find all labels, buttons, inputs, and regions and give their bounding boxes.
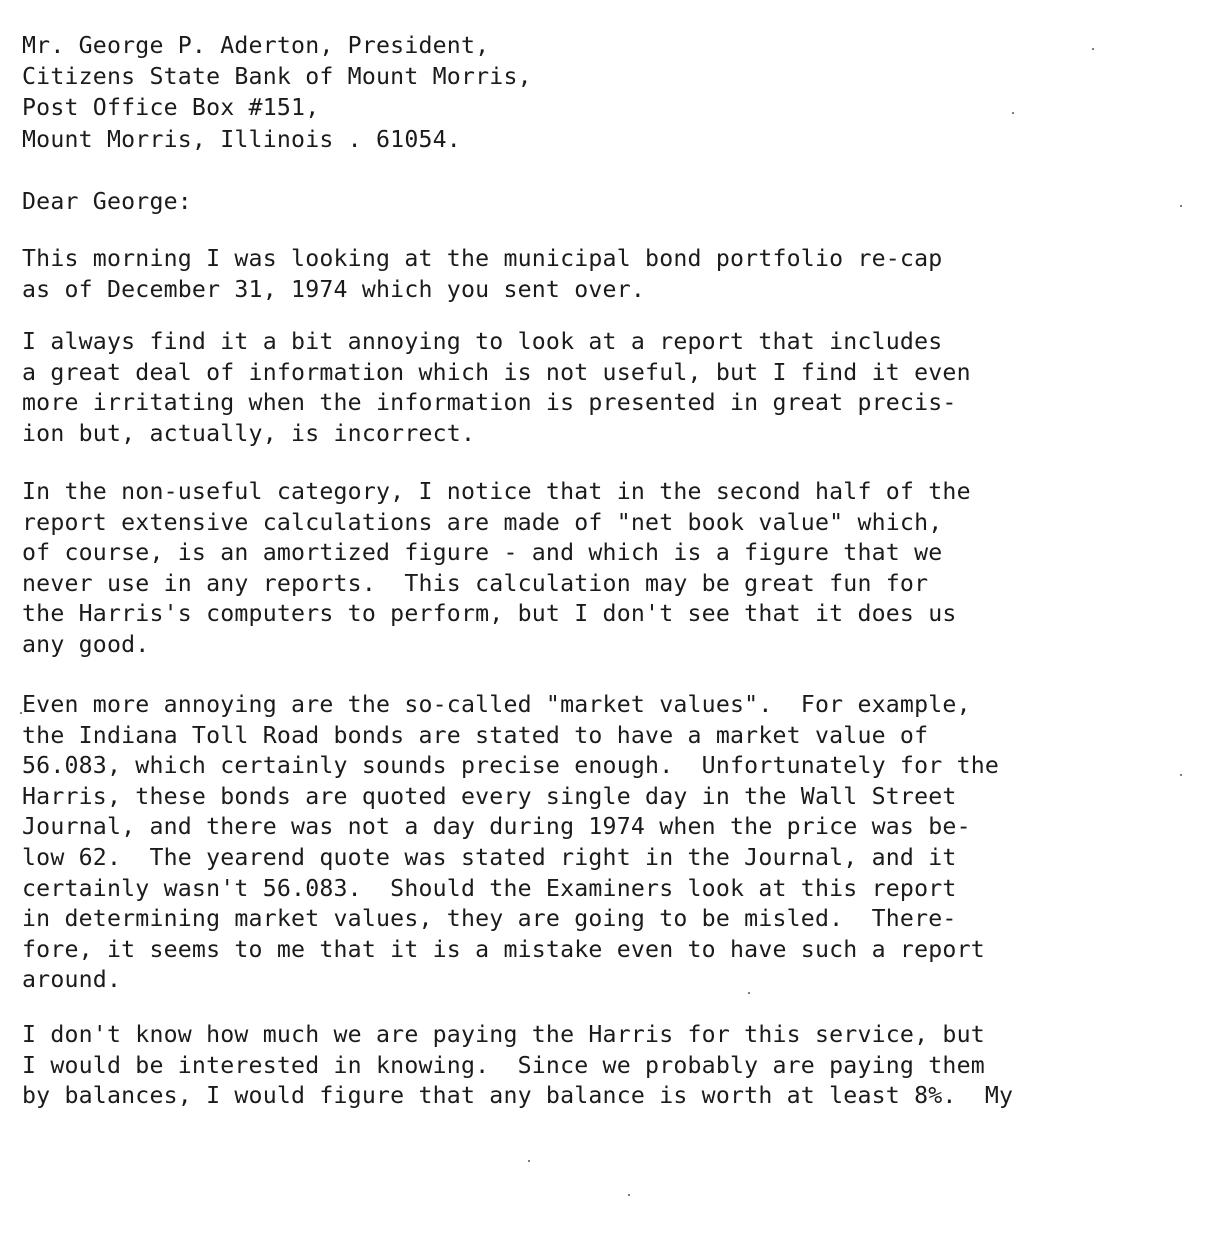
- scan-speck: [20, 712, 22, 714]
- paragraph-line: In the non-useful category, I notice that in the second half of the: [22, 478, 971, 505]
- paragraph-line: in determining market values, they are going to be misled. There-: [22, 905, 957, 933]
- paragraph-line: Journal, and there was not a day during 1974 when the price was be-: [22, 813, 971, 841]
- paragraph-line: I would be interested in knowing. Since we probably are paying them: [22, 1051, 985, 1079]
- paragraph-line: ion but, actually, is incorrect.: [22, 419, 476, 447]
- scan-speck: [1012, 112, 1014, 114]
- scan-speck: [1180, 205, 1182, 207]
- paragraph-line: more irritating when the information is presented in great precis-: [22, 389, 957, 417]
- paragraph-line: I don't know how much we are paying the Harris for this service, but: [22, 1021, 985, 1048]
- address-line: Mr. George P. Aderton, President,: [22, 32, 490, 59]
- paragraph-4: [22, 690, 999, 996]
- paragraph-line: certainly wasn't 56.083. Should the Examiners look at this report: [22, 874, 957, 902]
- scan-speck: [1180, 774, 1182, 776]
- address-line: Post Office Box #151,: [22, 94, 320, 122]
- paragraph-line: the Harris's computers to perform, but I don't see that it does us: [22, 600, 957, 628]
- paragraph-5: [22, 1020, 1013, 1112]
- paragraph-1: [22, 244, 942, 305]
- recipient-address: [22, 30, 532, 155]
- paragraph-line: as of December 31, 1974 which you sent over.: [22, 275, 646, 303]
- paragraph-line: a great deal of information which is not useful, but I find it even: [22, 358, 971, 386]
- address-line: Mount Morris, Illinois . 61054.: [22, 125, 461, 153]
- paragraph-line: 56.083, which certainly sounds precise enough. Unfortunately for the: [22, 752, 1000, 780]
- paragraph-line: I always find it a bit annoying to look at a report that includes: [22, 328, 943, 355]
- paragraph-line: around.: [22, 966, 122, 994]
- paragraph-line: Even more annoying are the so-called "market values". For example,: [22, 691, 971, 718]
- paragraph-line: the Indiana Toll Road bonds are stated to have a market value of: [22, 721, 929, 749]
- address-line: Citizens State Bank of Mount Morris,: [22, 63, 532, 91]
- scan-speck: [1092, 48, 1094, 50]
- salutation-text: Dear George:: [22, 188, 192, 215]
- paragraph-line: This morning I was looking at the municipal bond portfolio re-cap: [22, 245, 943, 272]
- paragraph-line: low 62. The yearend quote was stated right in the Journal, and it: [22, 843, 957, 871]
- paragraph-3: [22, 477, 971, 661]
- paragraph-line: of course, is an amortized figure - and which is a figure that we: [22, 539, 943, 567]
- paragraph-line: by balances, I would figure that any balance is worth at least 8%. My: [22, 1082, 1014, 1110]
- paragraph-2: [22, 327, 971, 449]
- scan-speck: [748, 992, 750, 994]
- paragraph-line: never use in any reports. This calculation may be great fun for: [22, 569, 929, 597]
- paragraph-line: Harris, these bonds are quoted every single day in the Wall Street: [22, 782, 957, 810]
- scan-speck: [528, 1160, 530, 1162]
- paragraph-line: any good.: [22, 630, 150, 658]
- paragraph-line: report extensive calculations are made of "net book value" which,: [22, 508, 943, 536]
- paragraph-line: fore, it seems to me that it is a mistake even to have such a report: [22, 935, 985, 963]
- scan-speck: [628, 1194, 630, 1196]
- salutation: [22, 187, 192, 218]
